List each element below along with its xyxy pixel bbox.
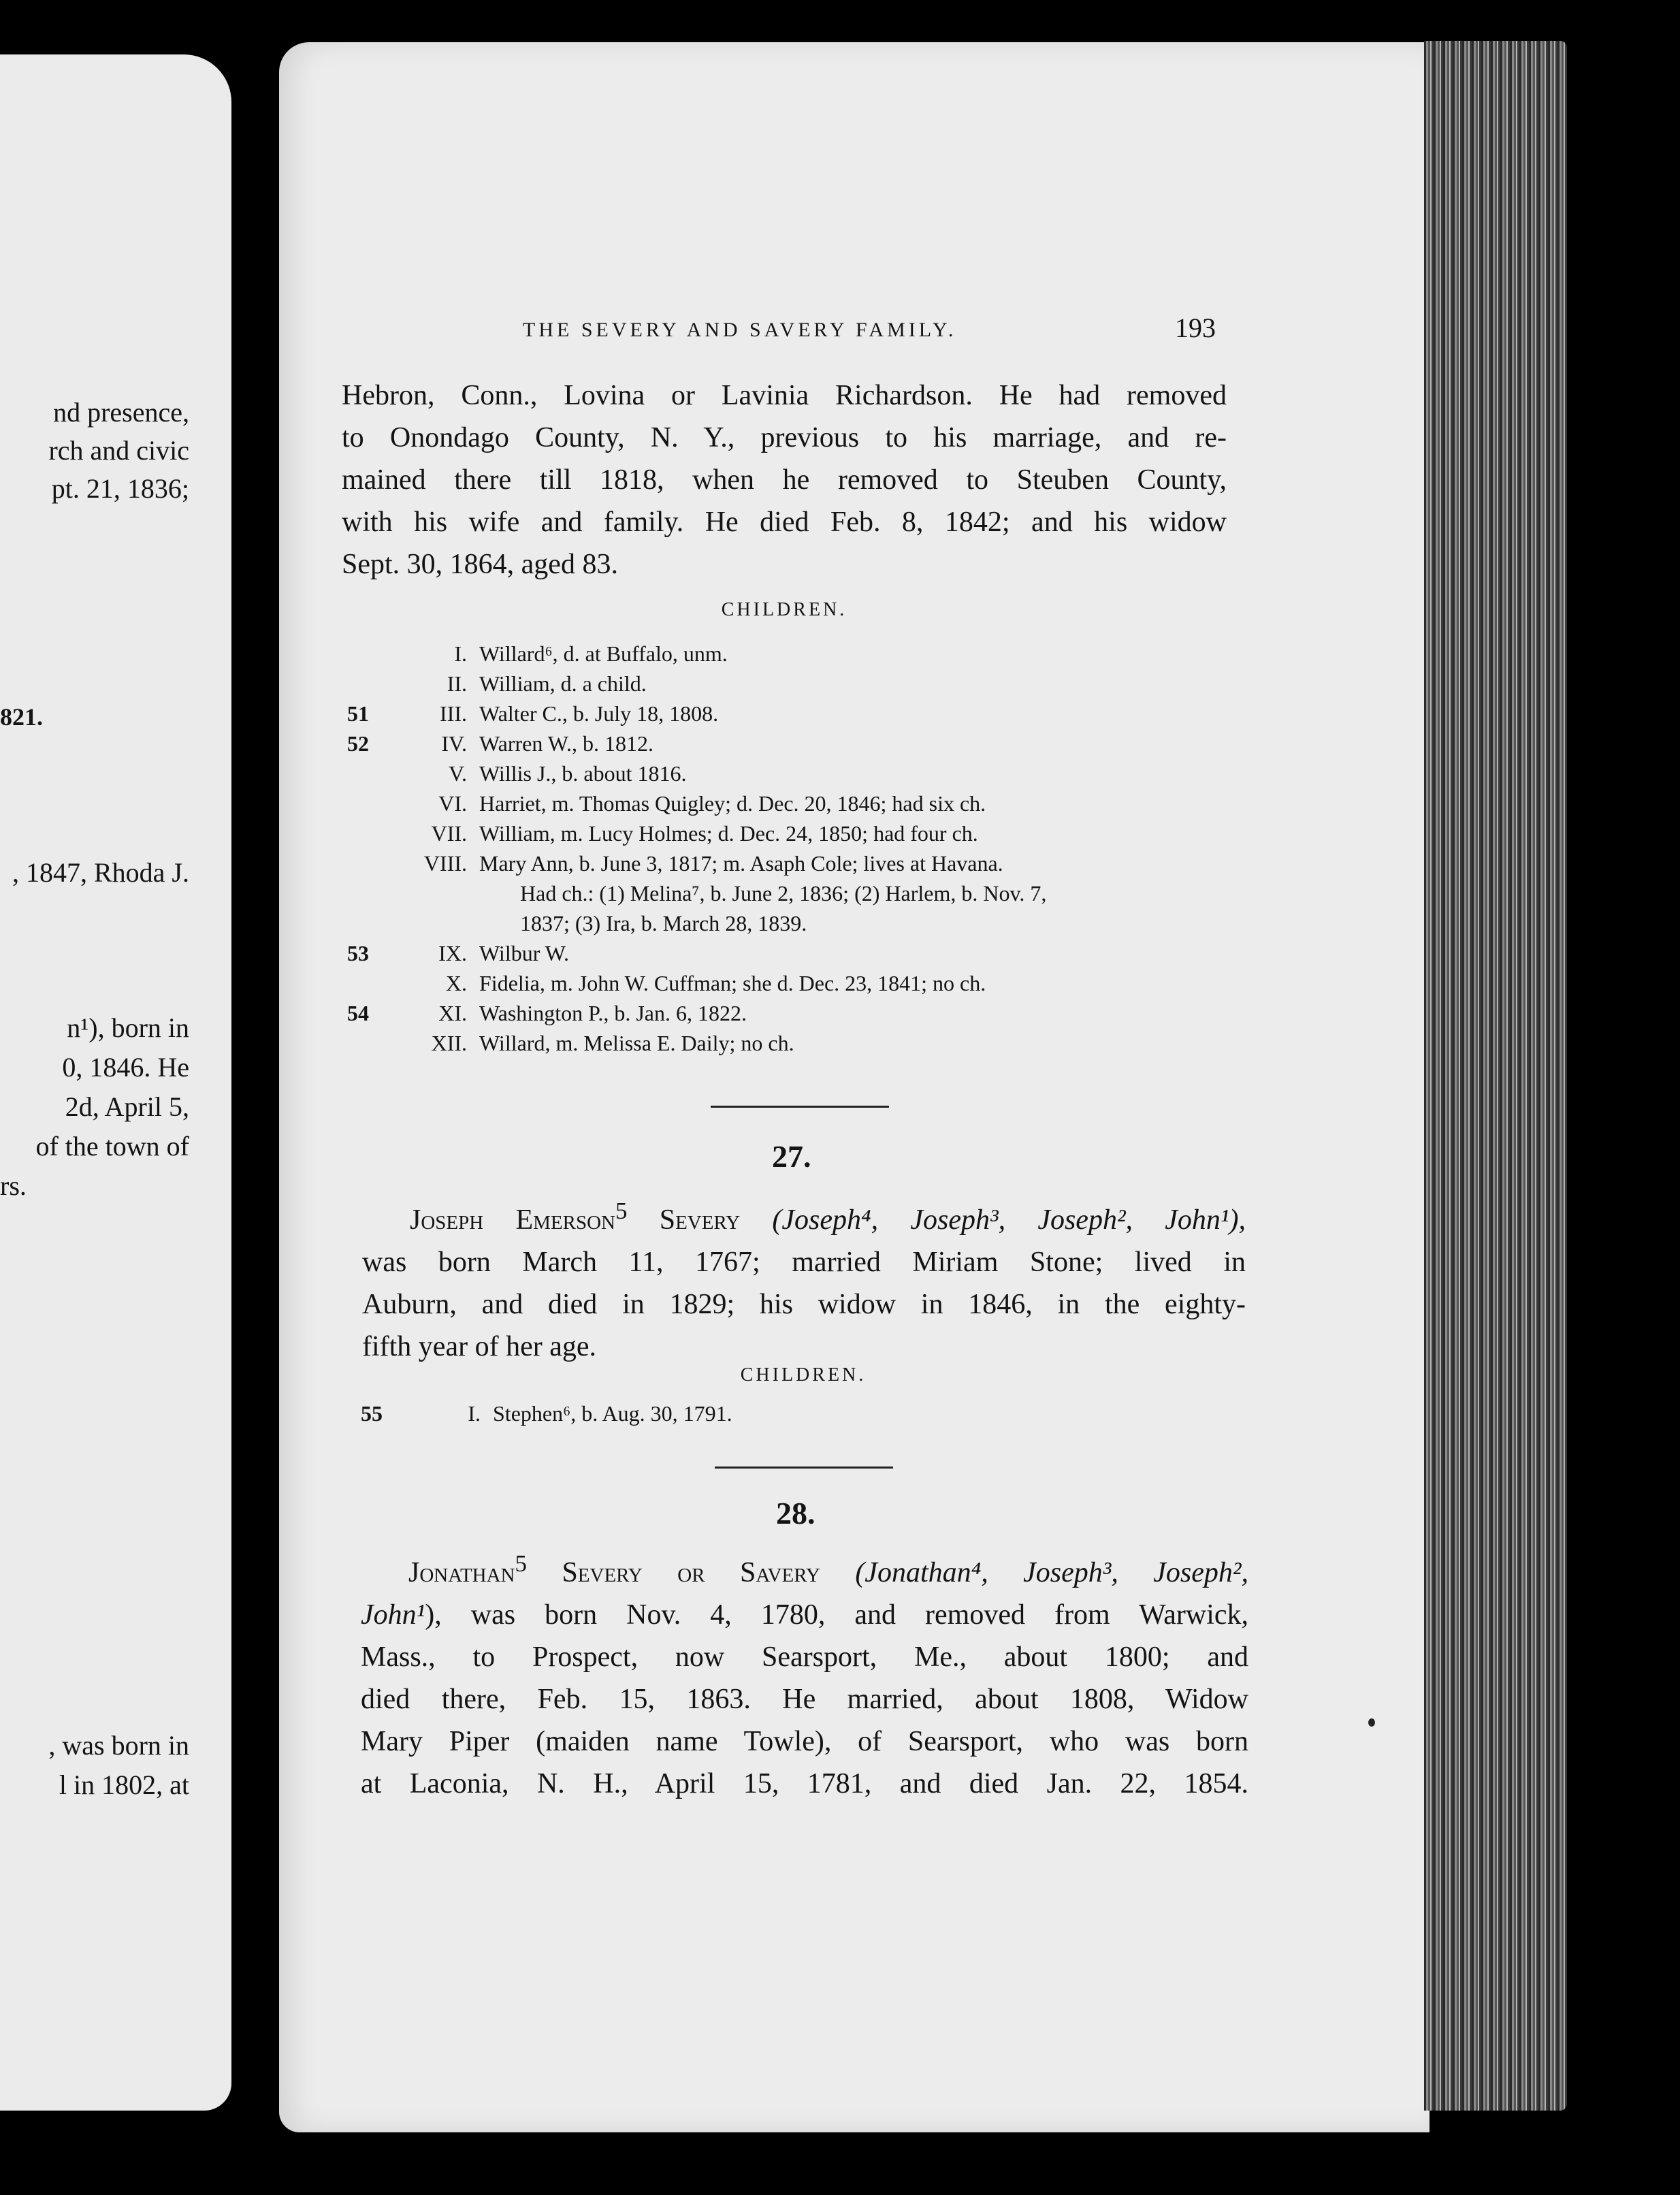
child-entry: 1837; (3) Ira, b. March 28, 1839. <box>520 911 807 935</box>
child-entry: Willis J., b. about 1816. <box>479 761 687 786</box>
section-divider <box>711 1106 889 1108</box>
text-line: to Onondago County, N. Y., previous to his marriage, and re- <box>342 422 1227 453</box>
child-number: 53 <box>347 941 369 965</box>
child-number: 54 <box>347 1001 369 1025</box>
left-page-line: 0, 1846. He <box>62 1052 189 1083</box>
book-page-edges <box>1424 41 1567 2111</box>
child-entry: Warren W., b. 1812. <box>479 731 654 756</box>
left-page-line: 821. <box>0 703 43 731</box>
section-28-first-line: Jonathan$^5$ Severy or Savery (Jonathan⁴, Joseph³, Joseph², <box>408 1550 1248 1588</box>
left-page-line: n¹), born in <box>67 1012 189 1043</box>
child-number: 55 <box>361 1401 383 1426</box>
text-line: at Laconia, N. H., April 15, 1781, and died Jan. 22, 1854. <box>361 1768 1248 1799</box>
child-entry: Walter C., b. July 18, 1808. <box>479 701 719 726</box>
section-number-28: 28. <box>776 1496 815 1531</box>
child-roman-numeral: VI. <box>438 791 467 816</box>
page-number: 193 <box>1175 313 1216 343</box>
child-roman-numeral: VII. <box>431 821 467 846</box>
child-entry: Washington P., b. Jan. 6, 1822. <box>479 1001 747 1025</box>
child-roman-numeral: I. <box>454 641 467 666</box>
child-roman-numeral: VIII. <box>423 851 467 876</box>
child-roman-numeral: III. <box>440 701 467 726</box>
child-entry: Willard⁶, d. at Buffalo, unm. <box>479 641 728 666</box>
child-roman-numeral: XI. <box>438 1001 467 1025</box>
left-page-line: rch and civic <box>48 435 189 466</box>
child-entry: Mary Ann, b. June 3, 1817; m. Asaph Cole; lives at Havana. <box>479 851 1003 876</box>
left-page-line: l in 1802, at <box>59 1769 189 1800</box>
child-roman-numeral: IV. <box>441 731 467 756</box>
child-roman-numeral: XII. <box>431 1031 467 1055</box>
text-line: mained there till 1818, when he removed to Steuben County, <box>342 464 1227 496</box>
text-line: Mary Piper (maiden name Towle), of Searsport, who was born <box>361 1726 1248 1757</box>
main-page <box>279 42 1429 2132</box>
left-page-line: rs. <box>0 1170 27 1201</box>
running-title: THE SEVERY AND SAVERY FAMILY. <box>523 319 957 341</box>
text-line: with his wife and family. He died Feb. 8, 1842; and his widow <box>342 507 1227 538</box>
text-line: Mass., to Prospect, now Searsport, Me., about 1800; and <box>361 1641 1248 1673</box>
text-line: was born March 11, 1767; married Miriam Stone; lived in <box>362 1247 1246 1278</box>
child-entry: Fidelia, m. John W. Cuffman; she d. Dec. 23, 1841; no ch. <box>479 971 986 995</box>
text-line: Auburn, and died in 1829; his widow in 1846, in the eighty- <box>362 1289 1246 1320</box>
child-roman-numeral: II. <box>447 671 467 696</box>
children-heading: CHILDREN. <box>721 599 847 620</box>
section-divider <box>715 1467 893 1469</box>
section-28-paragraph <box>361 1543 1248 1805</box>
child-entry: William, m. Lucy Holmes; d. Dec. 24, 1850; had four ch. <box>479 821 978 846</box>
child-number: 51 <box>347 701 369 726</box>
child-roman-numeral: V. <box>449 761 467 786</box>
ink-speck <box>1368 1718 1375 1727</box>
child-entry: Stephen⁶, b. Aug. 30, 1791. <box>493 1401 732 1426</box>
section-27-first-line: Joseph Emerson$^5$ Severy (Joseph⁴, Joseph³, Joseph², John¹), <box>410 1198 1246 1236</box>
child-entry: William, d. a child. <box>479 671 647 696</box>
child-number: 52 <box>347 731 369 756</box>
children-heading: CHILDREN. <box>740 1364 867 1385</box>
child-entry: Had ch.: (1) Melina⁷, b. June 2, 1836; (2) Harlem, b. Nov. 7, <box>520 881 1047 906</box>
left-page-line: of the town of <box>35 1131 189 1161</box>
left-page-line: , was born in <box>48 1730 189 1761</box>
left-page-line: pt. 21, 1836; <box>51 473 189 504</box>
text-line: fifth year of her age. <box>362 1331 596 1362</box>
text-line: died there, Feb. 15, 1863. He married, about 1808, Widow <box>361 1684 1248 1715</box>
section-27-paragraph <box>362 1190 1246 1368</box>
left-page-line: , 1847, Rhoda J. <box>12 857 189 888</box>
left-page-line: 2d, April 5, <box>65 1091 189 1122</box>
child-entry: Harriet, m. Thomas Quigley; d. Dec. 20, 1846; had six ch. <box>479 791 986 816</box>
text-line: Hebron, Conn., Lovina or Lavinia Richardson. He had removed <box>342 380 1227 411</box>
child-roman-numeral: X. <box>445 971 467 995</box>
left-page-line: nd presence, <box>53 397 189 428</box>
intro-paragraph <box>342 374 1227 586</box>
section-number-27: 27. <box>772 1139 811 1174</box>
child-roman-numeral: IX. <box>438 941 467 965</box>
section-28-second-line: John¹), was born Nov. 4, 1780, and removed from Warwick, <box>361 1599 1248 1631</box>
text-line: Sept. 30, 1864, aged 83. <box>342 549 618 580</box>
child-entry: Wilbur W. <box>479 941 570 965</box>
child-roman-numeral: I. <box>468 1401 481 1426</box>
child-entry: Willard, m. Melissa E. Daily; no ch. <box>479 1031 794 1055</box>
